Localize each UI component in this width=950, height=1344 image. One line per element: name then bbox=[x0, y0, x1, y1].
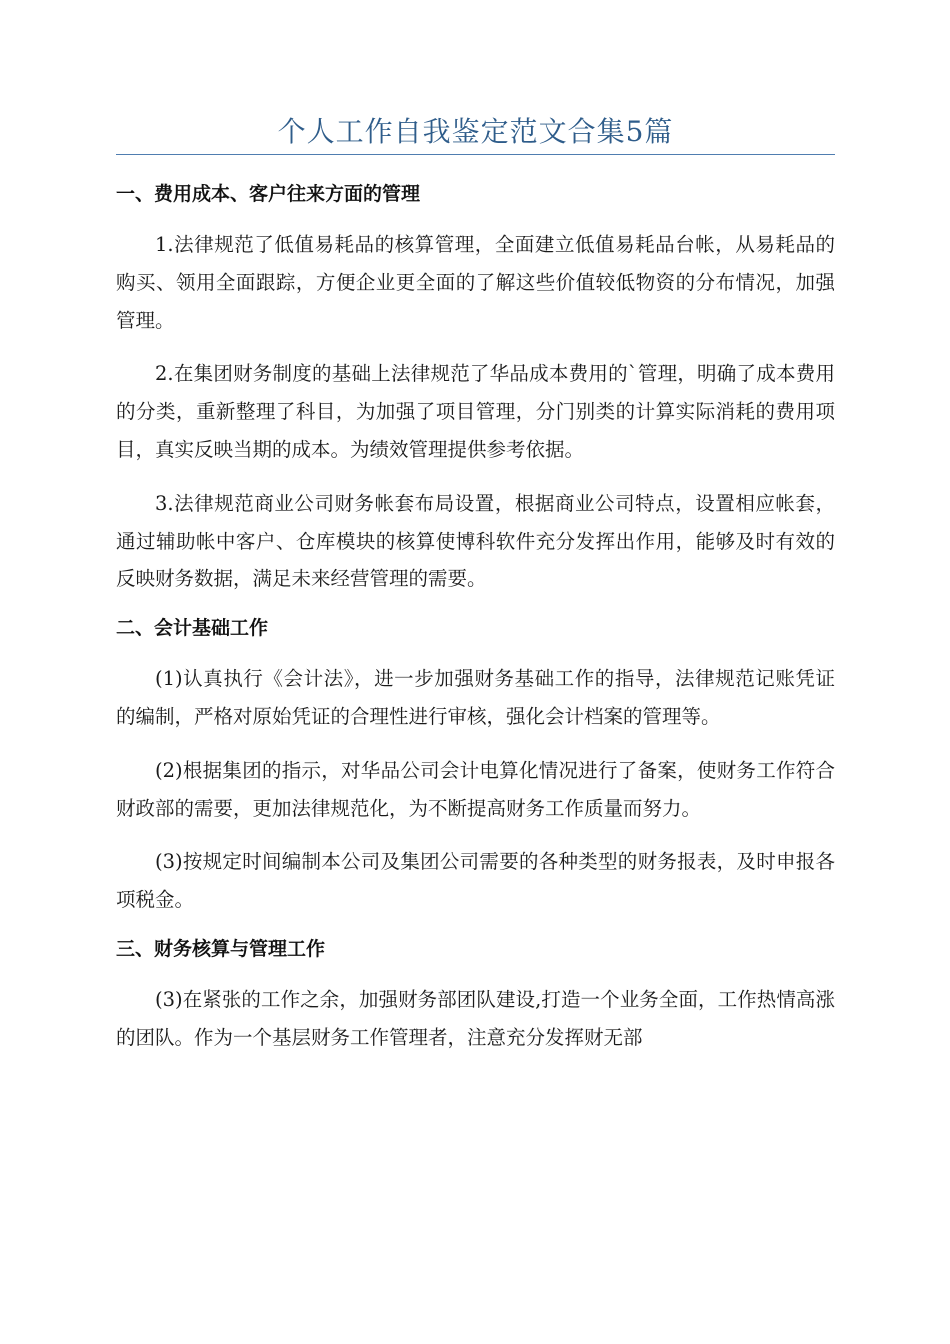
paragraph: (2)根据集团的指示，对华品公司会计电算化情况进行了备案，使财务工作符合财政部的需要，更加法律规范化，为不断提高财务工作质量而努力。 bbox=[116, 758, 835, 820]
paragraph: (3)按规定时间编制本公司及集团公司需要的各种类型的财务报表，及时申报各项税金。 bbox=[116, 850, 835, 912]
section-heading-1: 一、费用成本、客户往来方面的管理 bbox=[116, 183, 421, 205]
paragraph: (3)在紧张的工作之余，加强财务部团队建设,打造一个业务全面，工作热情高涨的团队。作为一个基层财务工作管理者，注意充分发挥财无部 bbox=[116, 987, 835, 1049]
paragraph: (1)认真执行《会计法》，进一步加强财务基础工作的指导，法律规范记账凭证的编制，严格对原始凭证的合理性进行审核，强化会计档案的管理等。 bbox=[116, 667, 835, 728]
section-heading-3: 三、财务核算与管理工作 bbox=[116, 937, 326, 960]
section-heading-2: 二、会计基础工作 bbox=[116, 617, 269, 640]
document-title: 个人工作自我鉴定范文合集5篇 bbox=[277, 115, 674, 148]
title-underline bbox=[116, 154, 835, 155]
paragraph: 3.法律规范商业公司财务帐套布局设置，根据商业公司特点，设置相应帐套，通过辅助帐中客户、仓库模块的核算使博科软件充分发挥出作用，能够及时有效的反映财务数据，满足未来经营管理的需要。 bbox=[116, 491, 835, 591]
document-body bbox=[116, 180, 835, 1057]
paragraph: 2.在集团财务制度的基础上法律规范了华品成本费用的`管理，明确了成本费用的分类，重新整理了科目，为加强了项目管理，分门别类的计算实际消耗的费用项目，真实反映当期的成本。为绩效管理提供参考依据。 bbox=[116, 362, 835, 461]
paragraph: 1.法律规范了低值易耗品的核算管理，全面建立低值易耗品台帐，从易耗品的购买、领用全面跟踪，方便企业更全面的了解这些价值较低物资的分布情况，加强管理。 bbox=[116, 233, 835, 332]
